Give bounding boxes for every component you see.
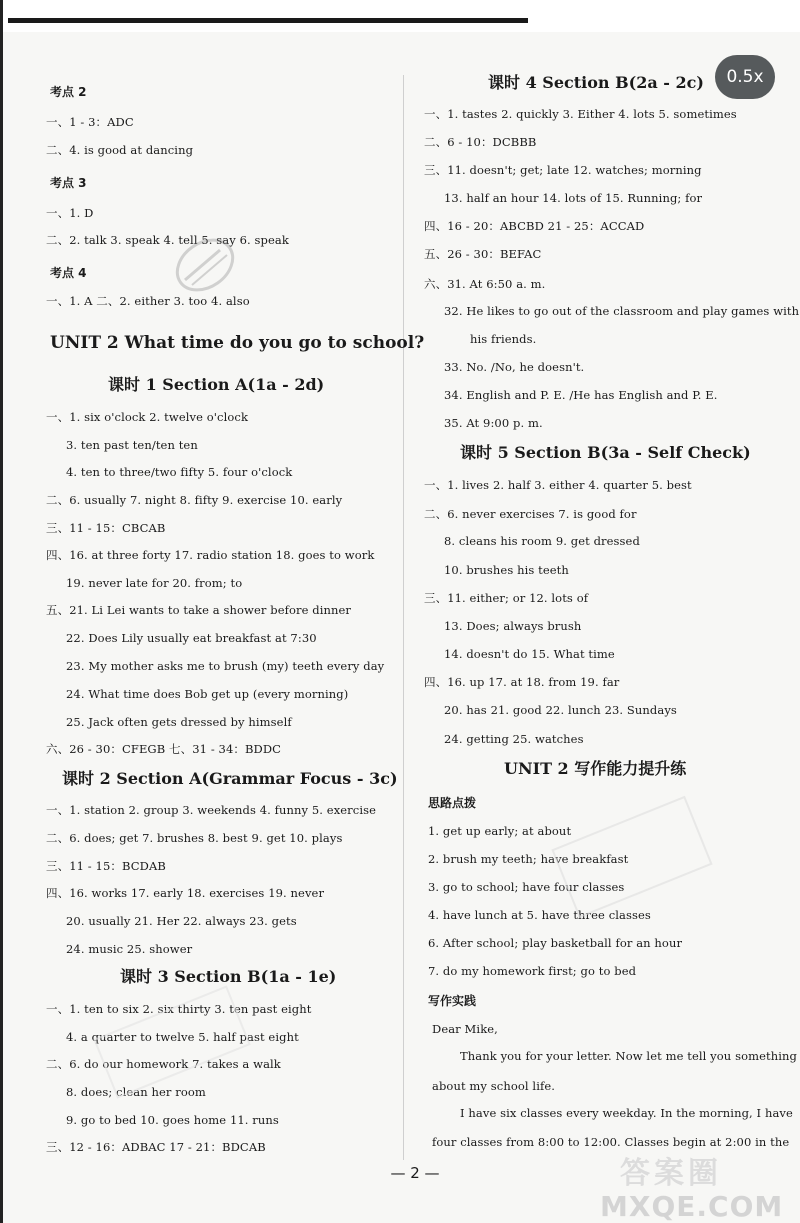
page-number: — 2 —	[390, 1164, 440, 1182]
xiezuo-heading: 写作实践	[428, 994, 477, 1008]
answer-line: 五、26 - 30：BEFAC	[424, 247, 542, 261]
silu-heading: 思路点拨	[428, 796, 477, 810]
answer-line: 二、4. is good at dancing	[46, 143, 194, 157]
answer-line: 22. Does Lily usually eat breakfast at 7:30	[66, 631, 317, 645]
answer-line: 六、26 - 30：CFEGB 七、31 - 34：BDDC	[46, 742, 282, 756]
answer-line: 一、1. ten to six 2. six thirty 3. ten past eight	[46, 1002, 312, 1016]
answer-line: 二、6. usually 7. night 8. fifty 9. exercise 10. early	[46, 493, 343, 507]
answer-line: 四、16 - 20：ABCBD 21 - 25：ACCAD	[424, 219, 645, 233]
section-heading-5: 课时 5 Section B(3a - Self Check)	[460, 443, 751, 462]
answer-line: 二、6. do our homework 7. takes a walk	[46, 1057, 281, 1071]
answer-line: 4. a quarter to twelve 5. half past eight	[66, 1030, 299, 1044]
answer-line: 24. getting 25. watches	[444, 732, 584, 746]
answer-line: 20. has 21. good 22. lunch 23. Sundays	[444, 703, 677, 717]
answer-line: 10. brushes his teeth	[444, 563, 569, 577]
kaodian-4-heading: 考点 4	[50, 266, 87, 280]
answer-line: 三、11 - 15：BCDAB	[46, 859, 166, 873]
answer-line: 35. At 9:00 p. m.	[444, 416, 543, 430]
letter-line: four classes from 8:00 to 12:00. Classes begin at 2:00 in the	[432, 1135, 790, 1149]
answer-line: 二、6. does; get 7. brushes 8. best 9. get 10. plays	[46, 831, 343, 845]
answer-line: 8. cleans his room 9. get dressed	[444, 534, 640, 548]
watermark-site: MXQE.COM	[600, 1190, 784, 1223]
section-heading-1: 课时 1 Section A(1a - 2d)	[108, 375, 325, 394]
answer-line: 9. go to bed 10. goes home 11. runs	[66, 1113, 279, 1127]
hint-line: 3. go to school; have four classes	[428, 880, 625, 894]
section-heading-3: 课时 3 Section B(1a - 1e)	[120, 967, 337, 986]
answer-line: 14. doesn't do 15. What time	[444, 647, 615, 661]
page-edge	[0, 0, 3, 1223]
hint-line: 2. brush my teeth; have breakfast	[428, 852, 629, 866]
answer-line: 六、31. At 6:50 a. m.	[424, 277, 546, 291]
answer-line: 三、11. either; or 12. lots of	[424, 591, 589, 605]
answer-line: 24. music 25. shower	[66, 942, 193, 956]
answer-line: 一、1. D	[46, 206, 94, 220]
answer-line: 四、16. works 17. early 18. exercises 19. never	[46, 886, 325, 900]
pencil-stamp-icon	[160, 230, 250, 300]
zoom-badge[interactable]: 0.5x	[715, 55, 775, 99]
answer-line: 32. He likes to go out of the classroom and play games with	[444, 304, 800, 318]
watermark-site-cn: 答案圈	[620, 1156, 722, 1191]
hint-line: 6. After school; play basketball for an hour	[428, 936, 683, 950]
answer-line: 一、1. lives 2. half 3. either 4. quarter 5. best	[424, 478, 692, 492]
answer-line: 一、1. tastes 2. quickly 3. Either 4. lots 5. sometimes	[424, 107, 737, 121]
answer-line: 二、6. never exercises 7. is good for	[424, 507, 637, 521]
answer-line: 一、1. six o'clock 2. twelve o'clock	[46, 410, 249, 424]
answer-line: 四、16. up 17. at 18. from 19. far	[424, 675, 620, 689]
answer-line: 二、6 - 10：DCBBB	[424, 135, 537, 149]
hint-line: 1. get up early; at about	[428, 824, 572, 838]
top-bar	[0, 0, 800, 32]
answer-line: 一、1. A 二、2. either 3. too 4. also	[46, 294, 250, 308]
answer-line: 24. What time does Bob get up (every morning)	[66, 687, 349, 701]
writing-section-title: UNIT 2 写作能力提升练	[504, 759, 687, 778]
answer-line: 三、12 - 16：ADBAC 17 - 21：BDCAB	[46, 1140, 266, 1154]
hint-line: 4. have lunch at 5. have three classes	[428, 908, 651, 922]
unit-title: UNIT 2 What time do you go to school?	[50, 333, 425, 353]
header-rule	[8, 18, 528, 23]
answer-line: 8. does; clean her room	[66, 1085, 206, 1099]
answer-line: 34. English and P. E. /He has English and P. E.	[444, 388, 718, 402]
watermark-stamp-box	[551, 796, 712, 919]
kaodian-3-heading: 考点 3	[50, 176, 87, 190]
answer-line: 3. ten past ten/ten ten	[66, 438, 198, 452]
hint-line: 7. do my homework first; go to bed	[428, 964, 637, 978]
section-heading-2: 课时 2 Section A(Grammar Focus - 3c)	[62, 769, 398, 788]
answer-line: 25. Jack often gets dressed by himself	[66, 715, 292, 729]
answer-line: 二、2. talk 3. speak 4. tell 5. say 6. speak	[46, 233, 289, 247]
answer-line: 五、21. Li Lei wants to take a shower before dinner	[46, 603, 351, 617]
answer-line: 33. No. /No, he doesn't.	[444, 360, 585, 374]
answer-line: 三、11 - 15：CBCAB	[46, 521, 166, 535]
answer-line: 一、1 - 3：ADC	[46, 115, 134, 129]
letter-line: I have six classes every weekday. In the morning, I have	[460, 1106, 793, 1120]
answer-line: 一、1. station 2. group 3. weekends 4. funny 5. exercise	[46, 803, 377, 817]
answer-line: 四、16. at three forty 17. radio station 18. goes to work	[46, 548, 375, 562]
answer-line: 19. never late for 20. from; to	[66, 576, 243, 590]
answer-line: 20. usually 21. Her 22. always 23. gets	[66, 914, 297, 928]
kaodian-2-heading: 考点 2	[50, 85, 87, 99]
letter-line: about my school life.	[432, 1079, 555, 1093]
letter-line: Dear Mike,	[432, 1022, 498, 1036]
answer-line: 4. ten to three/two fifty 5. four o'clock	[66, 465, 293, 479]
column-divider	[403, 75, 404, 1160]
answer-line: his friends.	[470, 332, 537, 346]
answer-line: 13. half an hour 14. lots of 15. Running; for	[444, 191, 703, 205]
answer-line: 23. My mother asks me to brush (my) teeth every day	[66, 659, 385, 673]
letter-line: Thank you for your letter. Now let me tell you something	[460, 1049, 797, 1063]
answer-line: 13. Does; always brush	[444, 619, 582, 633]
section-heading-4: 课时 4 Section B(2a - 2c)	[488, 73, 704, 92]
answer-line: 三、11. doesn't; get; late 12. watches; morning	[424, 163, 702, 177]
